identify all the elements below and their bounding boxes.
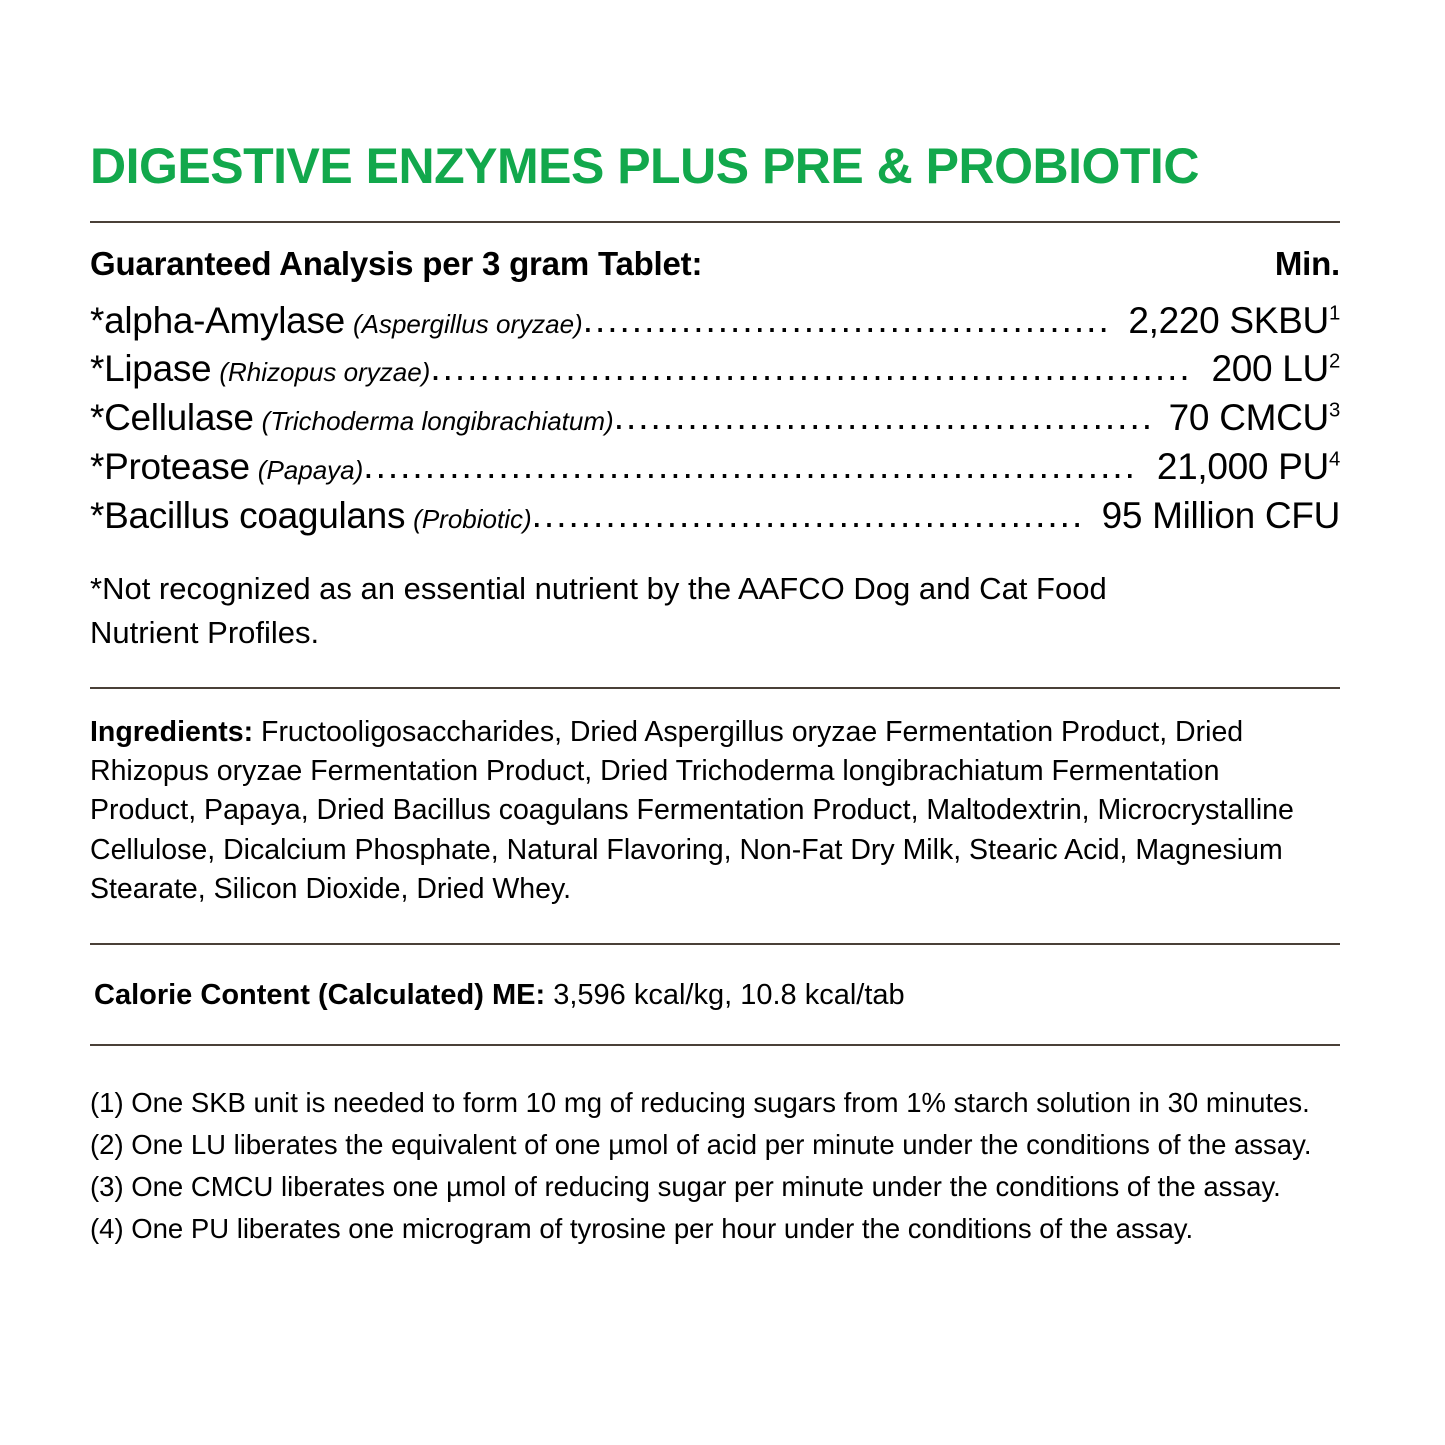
analysis-nutrient-value [1118,297,1340,346]
analysis-nutrient-source: (Rhizopus oryzae) [219,357,431,388]
footnote-item: (2) One LU liberates the equivalent of one µmol of acid per minute under the conditions of the assay. [90,1129,1312,1161]
guaranteed-analysis-heading: Guaranteed Analysis per 3 gram Tablet: [90,244,703,282]
analysis-value-text: 70 CMCU [1168,397,1329,439]
page-title: DIGESTIVE ENZYMES PLUS PRE & PROBIOTIC [90,138,1199,194]
calorie-content-value: 3,596 kcal/kg, 10.8 kcal/tab [553,979,905,1012]
dot-leader: ........................................... [582,298,1111,340]
analysis-footnote-marker: 4 [1328,448,1340,471]
analysis-nutrient-name: *Bacillus coagulans [90,494,406,536]
ingredients-text: Fructooligosaccharides, Dried Aspergillus oryzae Fermentation Product, Dried Rhizopus oryzae Fermentation Product, Dried Trichoderma longibrachiatum Fermentation Product, Papaya, Dried Bacillus coagulans Fermentation Product, Maltodextrin, Microcrystalline Cellulose, Dicalcium Phosphate, Natural Flavoring, Non-Fat Dry Milk, Stearic Acid, Magnesium Stearate, Silicon Dioxide, Dried Whey. [90,715,1294,905]
analysis-row [90,345,1340,394]
divider-before-footnotes [90,1044,1340,1046]
analysis-nutrient-source: (Trichoderma longibrachiatum) [261,406,614,437]
ingredients-label: Ingredients: [90,715,254,748]
analysis-nutrient-value [1159,394,1340,443]
analysis-nutrient-name: *Lipase [90,348,212,390]
footnote-item: (3) One CMCU liberates one µmol of reducing sugar per minute under the conditions of the assay. [90,1170,1281,1202]
dot-leader: .............................................................. [430,347,1192,389]
analysis-footnote-marker: 1 [1328,302,1340,325]
footnotes-block [90,1082,1340,1249]
analysis-nutrient-name: *Protease [90,445,250,487]
analysis-nutrient-value [1201,345,1340,394]
dot-leader: ............................................ [613,396,1154,438]
analysis-nutrient-name: *alpha-Amylase [90,299,345,341]
footnote-item: (1) One SKB unit is needed to form 10 mg of reducing sugars from 1% starch solution in 30 minutes. [90,1087,1310,1119]
calorie-content-block [90,979,1340,1012]
label-content [90,0,1340,1250]
analysis-footnote-marker: 3 [1328,399,1340,422]
analysis-nutrient-source: (Papaya) [257,454,364,485]
analysis-value-text: 95 Million CFU [1101,494,1340,536]
guaranteed-analysis-header [90,245,1340,283]
analysis-value-text: 2,220 SKBU [1128,299,1329,341]
divider-before-calorie [90,943,1340,945]
analysis-footnote-marker: 2 [1328,351,1340,373]
analysis-nutrient-source: (Aspergillus oryzae) [352,308,583,339]
divider-before-ingredients [90,687,1340,689]
analysis-row [90,492,1340,541]
asterisk-note: *Not recognized as an essential nutrient by the AAFCO Dog and Cat Food Nutrient Profiles. [90,570,1107,650]
dot-leader: ............................................................... [363,444,1137,486]
ingredients-block [90,713,1315,910]
analysis-nutrient-value [1147,443,1340,492]
analysis-nutrient-source: (Probiotic) [413,503,532,534]
guaranteed-analysis-min-column-header: Min. [1274,244,1340,282]
divider-top [90,221,1340,223]
analysis-row [90,297,1340,346]
dot-leader: ............................................. [531,493,1085,535]
analysis-row [90,443,1340,492]
footnote-item: (4) One PU liberates one microgram of tyrosine per hour under the conditions of the assay. [90,1212,1194,1244]
guaranteed-analysis-rows [90,297,1340,541]
analysis-nutrient-name: *Cellulase [90,397,254,439]
calorie-content-label: Calorie Content (Calculated) ME: [94,979,546,1012]
analysis-value-text: 21,000 PU [1156,445,1329,487]
analysis-nutrient-value [1092,492,1340,541]
analysis-row [90,394,1340,443]
analysis-value-text: 200 LU [1211,348,1329,390]
